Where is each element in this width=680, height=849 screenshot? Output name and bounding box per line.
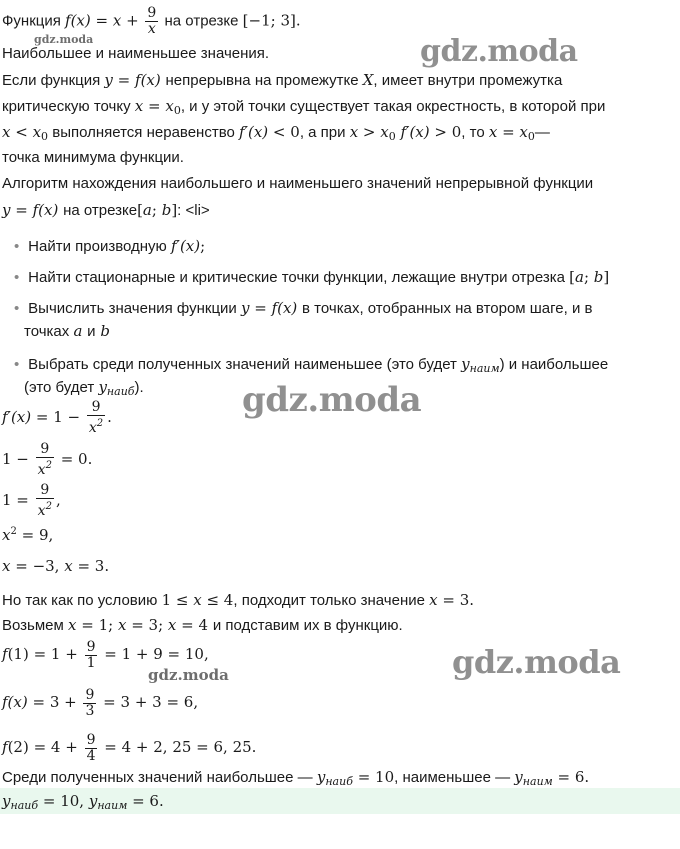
math-equation-2: 1 = $\frac{9}{x^2}$ , bbox=[2, 482, 61, 519]
section-heading: Наибольшее и наименьшее значения. bbox=[2, 45, 270, 62]
watermark-3: gdz.moda bbox=[452, 643, 621, 681]
bullet-icon: • bbox=[14, 238, 20, 255]
condition-line: Но так как по условию 1 ≤ x ≤ 4, подходит только значение x = 3. bbox=[2, 591, 475, 609]
theory-line-1: Если функция y = f(x) непрерывна на промежутке X, имеет внутри промежутка bbox=[2, 71, 563, 89]
algorithm-title: Алгоритм нахождения наибольшего и наименьшего значений непрерывной функции bbox=[2, 175, 594, 192]
list-item-continuation: точках a и b bbox=[24, 322, 110, 340]
bullet-icon: • bbox=[14, 300, 20, 317]
algorithm-line-2: y = f(x) на отрезке[a; b]: <li> bbox=[2, 201, 210, 219]
result-line: Среди полученных значений наибольшее — $y_{наиб} = 10$, наименьшее — $y_{наим} = 6$. bbox=[2, 768, 590, 788]
theory-line-3: $x < x_0$ выполняется неравенство f′(x) < 0, а при $x > x_0$ f′(x) > 0, то $x = x_0—$ bbox=[2, 123, 550, 143]
list-item: • Найти стационарные и критические точки функции, лежащие внутри отрезка [a; b] bbox=[14, 266, 609, 289]
watermark-2: gdz.moda bbox=[242, 380, 422, 420]
task-suffix: на отрезке bbox=[164, 12, 239, 30]
watermark-1: gdz.moda bbox=[420, 34, 578, 69]
list-item-continuation: (это будет $y_{наиб}$). bbox=[24, 378, 144, 398]
math-derivative: f′(x) = 1 − $\frac{9}{x^2}$ . bbox=[2, 399, 112, 436]
theory-line-4: точка минимума функции. bbox=[2, 149, 184, 166]
list-item: • Вычислить значения функции y = f(x) в точках, отобранных на втором шаге, и в bbox=[14, 297, 592, 320]
task-interval: [−1; 3]. bbox=[242, 11, 301, 30]
list-item: • Выбрать среди полученных значений наименьшее (это будет $y_{наим}$) и наибольшее bbox=[14, 355, 609, 375]
math-equation-3: $x^2 = 9$, bbox=[2, 526, 54, 544]
math-roots: x = −3, x = 3. bbox=[2, 557, 110, 575]
watermark-small-1: gdz.moda bbox=[34, 33, 94, 46]
bullet-icon: • bbox=[14, 269, 20, 286]
math-f1: f(1) = 1 + $\frac{9}{1}$ = 1 + 9 = 10, bbox=[2, 638, 209, 671]
task-line: Функция f(x) = x + $\frac{9}{x}$ на отрезке [−1; 3]. bbox=[2, 5, 301, 37]
math-equation-1: 1 − $\frac{9}{x^2}$ = 0. bbox=[2, 441, 93, 478]
bullet-icon: • bbox=[14, 356, 20, 373]
theory-line-2: критическую точку $x = x_0$, и у этой точки существует такая окрестность, в которой при bbox=[2, 97, 606, 117]
math-f4: f(2) = 4 + $\frac{9}{4}$ = 4 + 2, 25 = 6, 25. bbox=[2, 731, 257, 764]
math-f3: f(x) = 3 + $\frac{9}{3}$ = 3 + 3 = 6, bbox=[2, 686, 199, 719]
final-answer: $y_{наиб} = 10$, $y_{наим} = 6$. bbox=[2, 792, 164, 812]
watermark-small-2: gdz.moda bbox=[148, 666, 229, 684]
task-prefix: Функция bbox=[2, 12, 61, 30]
substitution-line: Возьмем x = 1; x = 3; x = 4 и подставим их в функцию. bbox=[2, 616, 403, 634]
list-item: • Найти производную f′(x); bbox=[14, 235, 205, 258]
